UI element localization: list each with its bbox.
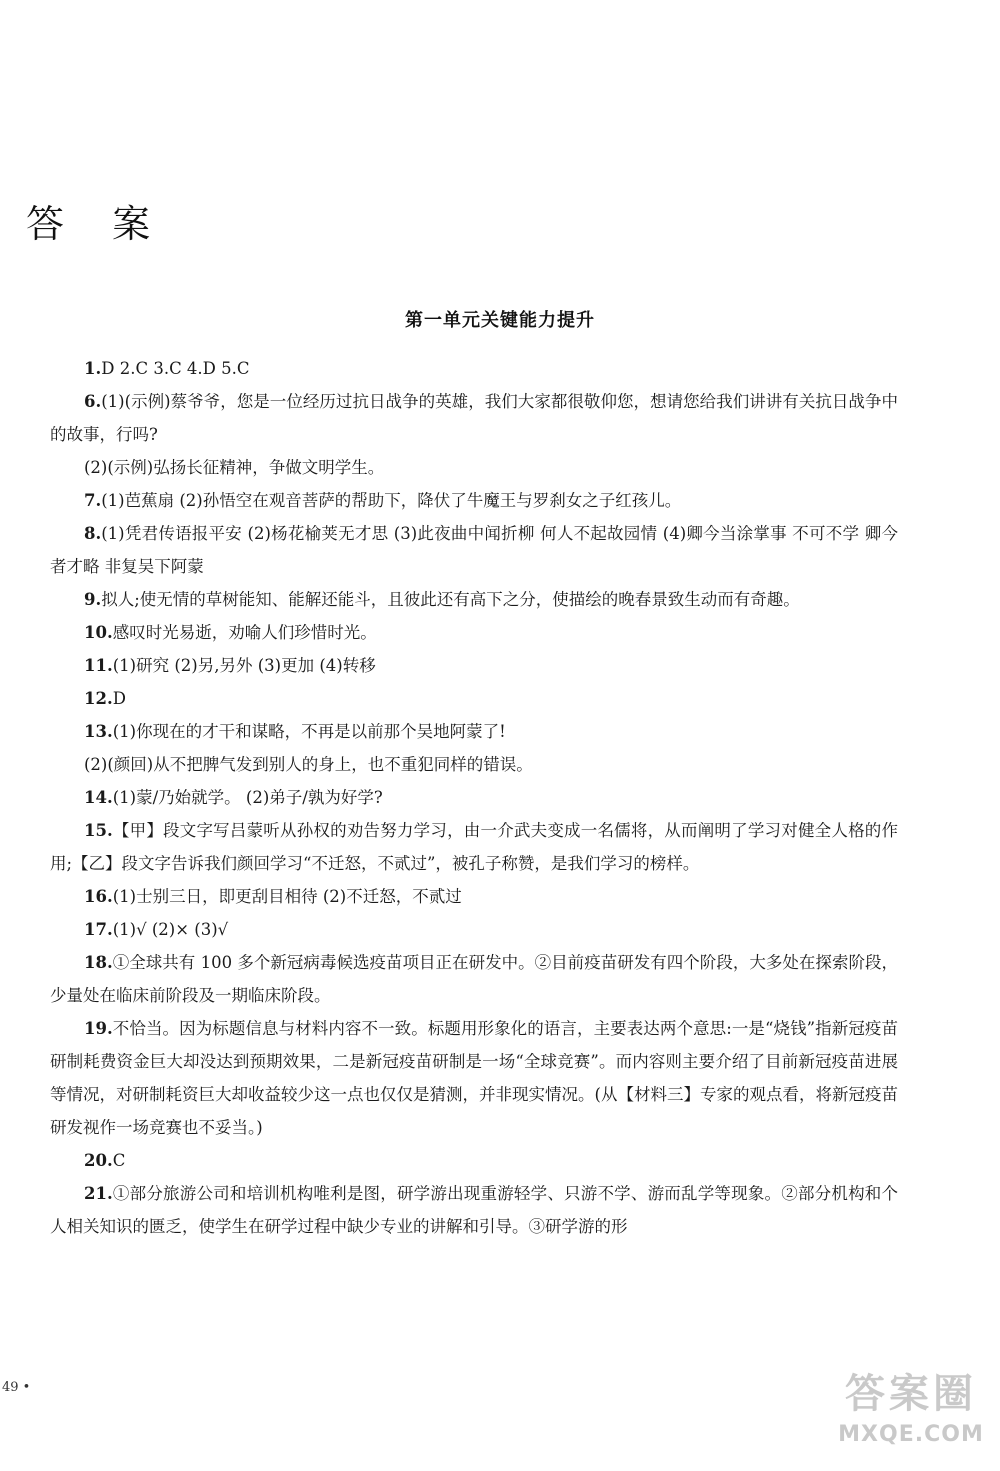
answer-text: (1)凭君传语报平安 (2)杨花榆荚无才思 (3)此夜曲中闻折柳 何人不起故园情 (4)卿今当涂掌事 不可不学 卿今者才略 非复吴下阿蒙 xyxy=(50,524,898,576)
answer-item xyxy=(50,880,898,913)
answer-number: 21. xyxy=(84,1184,113,1203)
page-number: 49 • xyxy=(2,1380,31,1395)
answer-item xyxy=(50,814,898,880)
answer-text: C xyxy=(112,1151,126,1170)
answer-item xyxy=(50,352,898,385)
answer-text: (1)芭蕉扇 (2)孙悟空在观音菩萨的帮助下，降伏了牛魔王与罗刹女之子红孩儿。 xyxy=(101,491,682,510)
answer-number: 7. xyxy=(84,491,102,510)
answer-number: 8. xyxy=(84,524,102,543)
answer-item xyxy=(50,781,898,814)
answer-list xyxy=(50,352,898,1243)
answer-item xyxy=(50,913,898,946)
answer-text: (1)(示例)蔡爷爷，您是一位经历过抗日战争的英雄，我们大家都很敬仰您，想请您给我们讲讲有关抗日战争中的故事，行吗? xyxy=(50,392,898,444)
answer-item xyxy=(50,451,898,484)
answer-number: 19. xyxy=(84,1019,113,1038)
answer-item xyxy=(50,484,898,517)
answer-text: D xyxy=(112,689,126,708)
answer-text: ①部分旅游公司和培训机构唯利是图，研学游出现重游轻学、只游不学、游而乱学等现象。②部分机构和个人相关知识的匮乏，使学生在研学过程中缺少专业的讲解和引导。③研学游的形 xyxy=(50,1184,898,1236)
answer-item xyxy=(50,616,898,649)
answer-text: 拟人;使无情的草树能知、能解还能斗，且彼此还有高下之分，使描绘的晚春景致生动而有奇趣。 xyxy=(101,590,800,609)
answer-number: 10. xyxy=(84,623,113,642)
answer-number: 6. xyxy=(84,392,102,411)
section-title: 第一单元关键能力提升 xyxy=(405,310,595,331)
answer-text: 【甲】段文字写吕蒙听从孙权的劝告努力学习，由一介武夫变成一名儒将，从而阐明了学习对健全人格的作用;【乙】段文字告诉我们颜回学习“不迁怒，不贰过”，被孔子称赞，是我们学习的榜样。 xyxy=(50,821,898,873)
answer-number: 14. xyxy=(84,788,113,807)
answer-item xyxy=(50,1177,898,1243)
answer-text: 感叹时光易逝，劝喻人们珍惜时光。 xyxy=(112,623,377,642)
page-title: 答 案 xyxy=(26,202,169,247)
answer-text: 不恰当。因为标题信息与材料内容不一致。标题用形象化的语言，主要表达两个意思:一是“烧钱”指新冠疫苗研制耗费资金巨大却没达到预期效果，二是新冠疫苗研制是一场“全球竞赛”。而内容则主要介绍了目前新冠疫苗进展等情况，对研制耗资巨大却收益较少这一点也仅仅是猜测，并非现实情况。(从【材料三】专家的观点看，将新冠疫苗研发视作一场竞赛也不妥当。) xyxy=(50,1019,898,1137)
answer-number: 17. xyxy=(84,920,113,939)
answer-item xyxy=(50,517,898,583)
answer-item xyxy=(50,946,898,1012)
watermark-logo xyxy=(826,1368,996,1463)
answer-item xyxy=(50,715,898,748)
watermark-url: MXQE.COM xyxy=(838,1422,984,1447)
answer-number: 15. xyxy=(84,821,113,840)
answer-number: 13. xyxy=(84,722,113,741)
answer-item xyxy=(50,385,898,451)
answer-number: 11. xyxy=(84,656,113,675)
answer-text: (2)(示例)弘扬长征精神，争做文明学生。 xyxy=(84,458,385,477)
answer-number: 20. xyxy=(84,1151,113,1170)
answer-text: (1)蒙/乃始就学。 (2)弟子/孰为好学? xyxy=(112,788,383,807)
answer-item xyxy=(50,748,898,781)
answer-number: 18. xyxy=(84,953,113,972)
answer-text: (1)研究 (2)另,另外 (3)更加 (4)转移 xyxy=(112,656,376,675)
answer-number: 16. xyxy=(84,887,113,906)
answer-number: 1. xyxy=(84,359,102,378)
answer-text: (1)士别三日，即更刮目相待 (2)不迁怒，不贰过 xyxy=(112,887,462,906)
answer-text: D 2.C 3.C 4.D 5.C xyxy=(101,359,250,378)
answer-item xyxy=(50,583,898,616)
answer-text: (2)(颜回)从不把脾气发到别人的身上，也不重犯同样的错误。 xyxy=(84,755,533,774)
answer-number: 12. xyxy=(84,689,113,708)
answer-text: (1)√ (2)× (3)√ xyxy=(112,920,229,939)
answer-number: 9. xyxy=(84,590,102,609)
answer-text: (1)你现在的才干和谋略，不再是以前那个吴地阿蒙了! xyxy=(112,722,506,741)
watermark-logo-text: 答案圈 xyxy=(845,1371,977,1417)
answer-item xyxy=(50,649,898,682)
answer-item xyxy=(50,1144,898,1177)
answer-item xyxy=(50,1012,898,1144)
answer-text: ①全球共有 100 多个新冠病毒候选疫苗项目正在研发中。②目前疫苗研发有四个阶段，大多处在探索阶段，少量处在临床前阶段及一期临床阶段。 xyxy=(50,953,898,1005)
answer-item xyxy=(50,682,898,715)
